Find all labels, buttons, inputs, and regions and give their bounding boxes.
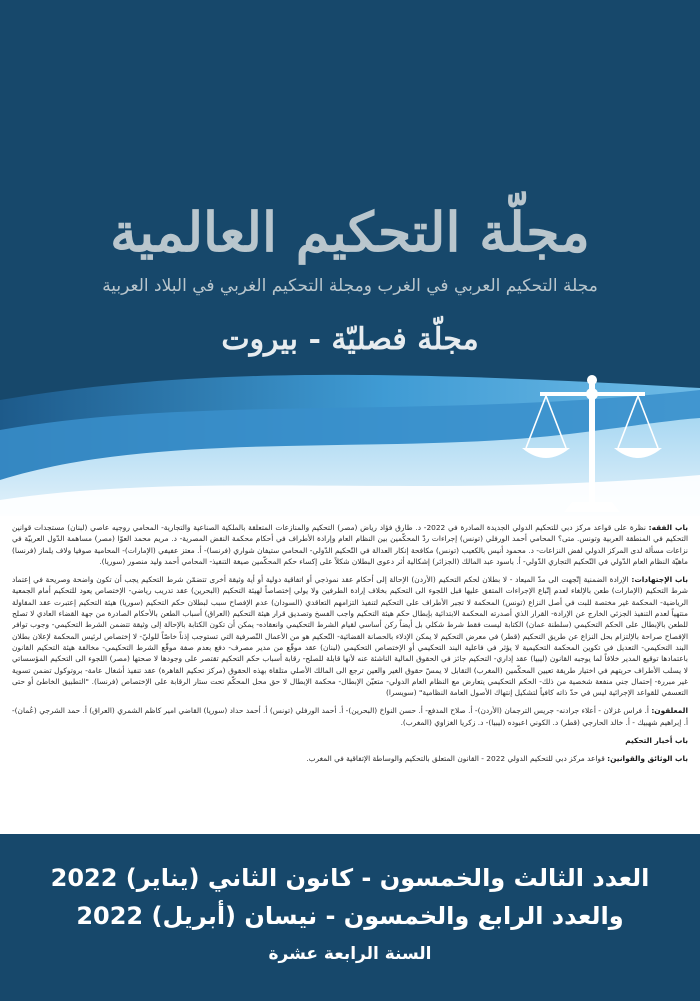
- journal-title: مجلّة التحكيم العالمية: [110, 200, 590, 264]
- section-news: [12, 735, 688, 746]
- section-commentators: [12, 705, 688, 728]
- section-documents: [12, 753, 688, 764]
- cover-header: [0, 0, 700, 380]
- decorative-wave-band: [0, 360, 700, 520]
- periodical-label: مجلّة فصليّة - بيروت: [221, 322, 479, 357]
- section-heading: باب الإجتهادات:: [631, 575, 688, 585]
- section-body: قواعد مركز دبي للتحكيم الدولي 2022 - القانون المتعلق بالتحكيم والوساطة الإتفاقية في المغرب.: [306, 754, 605, 764]
- journal-subtitle: مجلة التحكيم العربي في الغرب ومجلة التحكيم الغربي في البلاد العربية: [102, 276, 598, 296]
- section-body: أ. فراس غزلان - أعلاء جرادنه- جريس الترجمان (الأردن)- أ. صلاح المدفع- أ. حسن النواخ (البحرين)- أ. أحمد الورفلي (تونس) أ. أحمد حداد (سوريا) القاضي امير كاظم الشمري (العراق) أ. حمد الشرجي (عُمان)- أ. إبراهيم شهبيك - أ. خالد الحارجي (قطر) د. الكوني اعبوده (ليبيا)- د. زكريا الغزاوي (المغرب).: [12, 706, 688, 727]
- issue-number-second: والعدد الرابع والخمسون - نيسان (أبريل) 2022: [76, 902, 624, 930]
- section-heading: باب الفقه:: [648, 523, 688, 532]
- section-heading: باب أخبار التحكيم: [625, 736, 688, 746]
- table-of-contents: [0, 516, 700, 834]
- issue-number-first: العدد الثالث والخمسون - كانون الثاني (يناير) 2022: [50, 864, 650, 892]
- section-heading: المعلقون:: [651, 706, 688, 716]
- section-case-law: [12, 574, 688, 698]
- volume-year: السنة الرابعة عشرة: [268, 944, 432, 964]
- section-body: نظرة على قواعد مركز دبي للتحكيم الدولي الجديدة الصادرة في 2022- د. طارق فؤاد رياض (مصر) التحكيم والمنازعات المتعلقة بالملكية الصناعية والتجارية- المحامي روجيه عاصي (لبنان) مستجدات قوانين التحكيم في المنطقة العربية وتونس. متى؟ المحامي أحمد الورفلي (تونس) إجراءات ردّ المحكّمين بين النظام العام وإرادة الأطراف في أحكام محكمة النقض المصرية- د. مريم محمد العوّا (مصر) مساهمة الدّول العربيّة في نزاعات مسألة لدى المركز الدولي لفض النزاعات- د. محمود أنيس بالكعيب (تونس) مكافحة إنكار العدالة في التّحكيم الدّولي- المحامي ستيفان شواري (فرنسا)- أ. معتز عفيفي (الإمارات)- المحامية صوفيا ولاف يلماز (فرنسا) ماهيّة النظام العام الدّولي في التّحكيم التجاري الدّولي- أ. باسود عبد المالك (الجزائر) إشكالية أثر دعوى البطلان شكلاً على إكساء حكم المحكّمين صيغة التنفيذ- المحامي أحمد وليد منصور (سوريا).: [12, 523, 688, 566]
- section-doctrine: [12, 522, 688, 567]
- section-heading: باب الوثائق والقوانين:: [607, 754, 688, 764]
- section-body: الإرادة الضمنية إتّجهت الى مدّ الميعاد - لا بطلان لحكم التحكيم (الأردن) الإحالة إلى أحكام عقد نموذجي أو اتفاقية دولية أو أية وثيقة أخرى تتضمّن شرط التحكيم يجب أن تكون واضحة وصريحة في إعتماد شرط التحكيم (الإمارات) طعن بالإلغاء لعدم إتّباع الإجراءات المتفق عليها قبل اللجوء الى التحكيم بخلاف إرادة الطرفين ولا يولي إختصاصاً لهيئة التحكيم (البحرين) عقد تدريب رياضي- الإختصاص يعود للتحكيم أمام الجمعية الرياضية- المحكمة غير مختصة للبت في أصل النزاع (تونس) المحكمة لا تجبر الأطراف على التحكيم لتنفيذ التزامهم التعاقدي (السودان) عدم الإفصاح سبب لبطلان حكم التحكيم (سوريا) هيئة التحكيم إعتبرت عقد المقاولة منتهياً لعدم التنفيذ الجزئي الخارج عن الإرادة- القرار الذي أصدرته المحكمة الابتدائية بإبطال حكم هيئة التحكيم واجب الفسخ وتصديق قرار هيئة التحكيم (العراق) أسباب الطعن بالأحكام الصادرة من جهة القضاء العادي لا تصلح للطعن بالإبطال على الحكم التحكيمي (سلطنة عمان) الكتابة ليست فقط شرط شكلي بل أيضاً ركن أساسي لقيام الشرط التحكيمي وانعقاده- يمكن أن تكون الكتابة بالإحالة إلى وثيقة تتضمن الشرط التحكيمي- وجوب توافر الإفصاح صراحة بالإلتزام بحل النزاع عن طريق التحكيم (قطر) في معرض التحكيم لا يمكن الإدلاء بالحصانة القضائية- التّحكيم هو من الأعمال التّصرفية التي تستوجب إذناً خاصّاً للوليّ- لا إختصاص لرئيس المحكمة لإعلان بطلان البند التحكيمي- التعديل في تكوين المحكمة التحكيمية لا يؤثر في فاعلية البند التحكيمي أو الإختصاص التحكيمي (لبنان) عقد موقّع من مدير مصرف- دفع بعدم صفة موقّع الشرط التحكيمي- مخالفة هيئة التحكيم القانون باعتمادها توقيع المدير خلافاً لما يوجبه القانون (ليبيا) عقد إداري- التحكيم جائز في الحقوق المالية الناشئة عنه لأنها قابلة للصلح- رقابة أسباب حكم التحكيم تقتصر على وجودها لا صحتها (مصر) اللجوء الى التحكيم المؤسساتي لا يسلب الأطراف حريتهم في اختيار طريقة تعيين المحكّمين (المغرب) التقابل لا يمسّ حقوق الغير والعين ترجع الى المالك الأصلي متلقاة بهذه الحقوق (مركز تحكيم القاهرة) عقد تنفيذ أشغال عامة- بروتوكول تضمن تسوية غير مبررة- إحتمال جني منفعة شخصية من ذلك- الحكم التحكيمي يتعارض مع النظام العام الدولي- متعيّن الإبطال- محكمة الإبطال لا حق محل المحكّم تحت ستار الرقابة على الإختصاص (فرنسا). "التطبيق الخاطئ أو حتى التعسفي للقواعد الإجرائية ليس في حدّ ذاته كافياً لتشكيل إنتهاك الأصول العامة النظامية" (سويسرا): [12, 575, 688, 698]
- cover-footer: [0, 834, 700, 1001]
- contents-text: [12, 522, 688, 830]
